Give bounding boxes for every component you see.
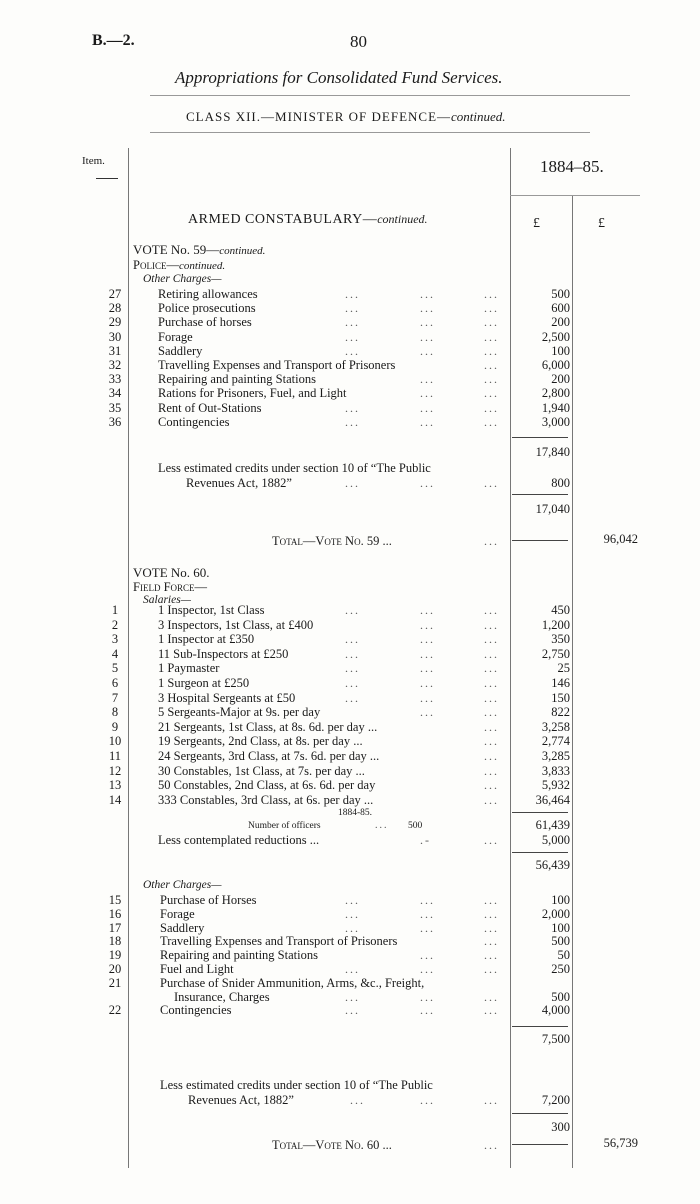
item-amount: 36,464 (535, 792, 570, 807)
item-description: Saddlery (160, 920, 205, 935)
class-title: CLASS XII.—MINISTER OF DEFENCE—continued. (186, 109, 506, 124)
item-description: 3 Inspectors, 1st Class, at £400 (158, 617, 314, 632)
item-amount: 2,000 (541, 906, 570, 921)
item-number: 7 (111, 690, 119, 705)
leader-dots: ... (345, 315, 360, 330)
leader-dots: ... (345, 476, 360, 490)
item-amount: 600 (551, 301, 570, 316)
item-number: 6 (111, 676, 119, 690)
page-title: Appropriations for Consolidated Fund Services. (175, 68, 503, 87)
leader-dots: ... (420, 920, 435, 935)
leader-dots: ... (420, 400, 435, 415)
vote-60-less-amount: 7,200 (541, 1093, 570, 1107)
total-dash-rule (512, 540, 568, 541)
leader-dots: ... (484, 343, 499, 358)
item-number: 18 (108, 934, 122, 949)
leader-dots: ... (420, 661, 435, 676)
item-amount: 350 (551, 632, 570, 647)
leader-dots: ... (420, 386, 435, 401)
vote-59-total: 96,042 (603, 532, 638, 546)
item-description: Insurance, Charges (174, 989, 270, 1004)
officers-year: 1884-85. (338, 808, 373, 818)
leader-dots: ... (420, 690, 435, 705)
item-description: Forage (160, 906, 195, 921)
item-number: 36 (108, 414, 122, 429)
item-number: 34 (108, 386, 122, 401)
document-reference: B.—2. (92, 32, 135, 49)
vote-59-subheading: Police—continued. (133, 258, 226, 272)
vote-59-heading: VOTE No. 59—continued. (133, 242, 266, 257)
item-number: 29 (108, 315, 122, 330)
item-amount: 100 (551, 920, 570, 935)
vote-59-total-label: Total—Vote No. 59 ... (272, 534, 392, 548)
item-description: 1 Inspector, 1st Class (158, 603, 265, 617)
year-header-rule (510, 195, 640, 196)
item-amount: 3,258 (541, 719, 570, 734)
leader-dots: ... (484, 676, 499, 690)
leader-dots: ... (420, 329, 435, 344)
leader-dots: ... (420, 343, 435, 358)
leader-dots: ... (420, 893, 435, 907)
item-number: 12 (108, 763, 122, 778)
item-amount: 146 (551, 676, 570, 690)
leader-dots: ... (484, 400, 499, 415)
item-number: 4 (111, 646, 119, 661)
item-amount: 2,774 (541, 734, 570, 749)
item-description: Contingencies (158, 414, 230, 429)
item-number: 20 (108, 962, 122, 976)
item-amount: 500 (551, 989, 570, 1004)
item-amount: 250 (551, 962, 570, 976)
item-number: 13 (108, 778, 122, 793)
leader-dots: ... (420, 617, 435, 632)
less-reductions-label: Less contemplated reductions ... (158, 833, 320, 847)
leader-dots: .- (420, 833, 431, 847)
item-number: 10 (108, 734, 122, 749)
leader-dots: ... (345, 329, 360, 344)
leader-dots: ... (484, 934, 499, 949)
leader-dots: ... (484, 734, 499, 749)
leader-dots: ... (345, 287, 360, 301)
item-amount: 5,932 (541, 778, 570, 793)
item-description: Purchase of Horses (160, 893, 257, 907)
item-description: Purchase of Snider Ammunition, Arms, &c., Freight, (160, 975, 425, 990)
leader-dots: ... (345, 301, 360, 316)
item-description: 30 Constables, 1st Class, at 7s. per day ... (158, 763, 365, 778)
item-amount: 1,200 (541, 617, 570, 632)
leader-dots: ... (484, 778, 499, 793)
item-description: 21 Sergeants, 1st Class, at 8s. 6d. per day ... (158, 719, 378, 734)
item-number: 31 (108, 343, 122, 358)
leader-dots: ... (484, 661, 499, 676)
item-description: Fuel and Light (160, 962, 234, 976)
vote-60-other-charges-label: Other Charges— (143, 879, 222, 891)
leader-dots: ... (484, 906, 499, 921)
net-rule (512, 494, 568, 495)
leader-dots: ... (484, 705, 499, 720)
item-description: 1 Paymaster (158, 661, 220, 676)
item-number: 22 (108, 1003, 122, 1018)
item-number: 28 (108, 301, 122, 316)
leader-dots: ... (484, 1093, 499, 1107)
leader-dots: ... (345, 343, 360, 358)
leader-dots: ... (484, 1138, 499, 1152)
item-amount: 3,833 (541, 763, 570, 778)
item-amount: 2,800 (541, 386, 570, 401)
vote-60-total: 56,739 (603, 1136, 638, 1150)
leader-dots: ... (345, 646, 360, 661)
leader-dots: ... (420, 962, 435, 976)
page-number: 80 (350, 32, 367, 51)
item-amount: 150 (551, 690, 570, 705)
item-amount: 100 (551, 893, 570, 907)
item-description: Purchase of horses (158, 315, 252, 330)
leader-dots: ... (345, 920, 360, 935)
item-number: 21 (108, 975, 122, 990)
leader-dots: ... (420, 948, 435, 963)
leader-dots: ... (484, 893, 499, 907)
item-amount: 2,500 (541, 329, 570, 344)
item-description: 5 Sergeants-Major at 9s. per day (158, 705, 321, 720)
leader-dots: ... (350, 1093, 365, 1107)
vote-60-heading: VOTE No. 60. (133, 565, 210, 580)
item-description: 333 Constables, 3rd Class, at 6s. per day ... (158, 792, 374, 807)
leader-dots: ... (420, 1093, 435, 1107)
item-amount: 500 (551, 934, 570, 949)
item-description: Saddlery (158, 343, 203, 358)
leader-dots: ... (345, 603, 360, 617)
reductions-amount: 5,000 (541, 833, 570, 847)
other-total-rule (512, 1026, 568, 1027)
item-amount: 1,940 (541, 400, 570, 415)
leader-dots: ... (345, 893, 360, 907)
item-number: 15 (108, 893, 122, 907)
item-amount: 6,000 (541, 358, 570, 372)
total-column-divider (572, 195, 573, 1168)
vote-59-net: 17,040 (535, 502, 570, 516)
leader-dots: ... (484, 301, 499, 316)
item-description: Forage (158, 329, 193, 344)
leader-dots: ... (420, 1003, 435, 1018)
leader-dots: ... (420, 632, 435, 647)
leader-dots: ... (484, 962, 499, 976)
leader-dots: ... (484, 948, 499, 963)
leader-dots: ... (420, 372, 435, 387)
leader-dots: ... (420, 989, 435, 1004)
leader-dots: ... (484, 989, 499, 1004)
vote-59-less-amount: 800 (551, 476, 570, 490)
item-number: 33 (108, 372, 122, 387)
item-amount: 450 (551, 603, 570, 617)
leader-dots: ... (420, 906, 435, 921)
item-number: 19 (108, 948, 122, 963)
item-amount: 3,000 (541, 414, 570, 429)
class-rule (150, 132, 590, 133)
reductions-rule (512, 852, 568, 853)
item-description: 19 Sergeants, 2nd Class, at 8s. per day ... (158, 734, 363, 749)
leader-dots: ... (484, 372, 499, 387)
leader-dots: ... (420, 414, 435, 429)
item-number: 8 (111, 705, 119, 720)
vote-59-less-line1: Less estimated credits under section 10 of “The Public (158, 461, 431, 475)
leader-dots: ... (420, 676, 435, 690)
leader-dots: ... (345, 1003, 360, 1018)
item-description: Repairing and painting Stations (160, 948, 318, 963)
leader-dots: ... (484, 358, 499, 372)
leader-dots: ... (345, 676, 360, 690)
item-column-header: Item. (82, 155, 105, 167)
item-description: Repairing and painting Stations (158, 372, 316, 387)
item-description: 50 Constables, 2nd Class, at 6s. 6d. per day (158, 778, 376, 793)
salaries-total: 61,439 (535, 818, 570, 832)
currency-symbol-detail: £ (533, 216, 540, 231)
title-rule (150, 95, 630, 96)
leader-dots: ... (420, 301, 435, 316)
leader-dots: ... (420, 646, 435, 661)
leader-dots: ... (345, 690, 360, 705)
leader-dots: ... (484, 749, 499, 763)
item-number: 9 (111, 719, 119, 734)
item-amount: 25 (557, 661, 570, 676)
leader-dots: ... (345, 962, 360, 976)
item-description: 3 Hospital Sergeants at £50 (158, 690, 296, 705)
leader-dots: ... (484, 414, 499, 429)
leader-dots: ... (484, 763, 499, 778)
officers-label: Number of officers (248, 821, 321, 831)
item-number: 32 (108, 358, 122, 372)
leader-dots: ... (345, 906, 360, 921)
item-amount: 200 (551, 372, 570, 387)
item-number: 14 (108, 792, 122, 807)
item-number: 35 (108, 400, 122, 415)
leader-dots: ... (484, 603, 499, 617)
leader-dots: ... (484, 476, 499, 490)
vote-60-salaries-label: Salaries— (143, 594, 191, 606)
item-amount: 500 (551, 287, 570, 301)
vote-59-less-line2: Revenues Act, 1882” (186, 476, 292, 490)
item-description: Contingencies (160, 1003, 232, 1018)
leader-dots: ... (484, 920, 499, 935)
item-number: 17 (108, 920, 122, 935)
leader-dots: ... (484, 534, 499, 548)
item-amount: 200 (551, 315, 570, 330)
item-number: 2 (111, 617, 119, 632)
leader-dots: ... (420, 603, 435, 617)
leader-dots: ... (484, 617, 499, 632)
item-description: Rent of Out-Stations (158, 400, 262, 415)
year-header: 1884–85. (540, 157, 604, 176)
vote-60-less-line2: Revenues Act, 1882” (188, 1093, 294, 1107)
item-description: 11 Sub-Inspectors at £250 (158, 646, 289, 661)
salaries-rule (512, 812, 568, 813)
leader-dots: ... (484, 386, 499, 401)
salaries-net: 56,439 (535, 858, 570, 872)
item-number: 27 (108, 287, 122, 301)
item-header-rule (96, 178, 118, 179)
officers-count: 500 (408, 821, 423, 831)
leader-dots: ... (484, 329, 499, 344)
leader-dots: ... (375, 820, 389, 831)
item-number: 3 (111, 632, 119, 647)
vote-59-subtotal: 17,840 (535, 445, 570, 459)
amount-column-divider (510, 148, 511, 1168)
vote-60-total-label: Total—Vote No. 60 ... (272, 1138, 392, 1152)
item-number: 1 (111, 603, 119, 617)
leader-dots: ... (484, 719, 499, 734)
leader-dots: ... (484, 315, 499, 330)
item-description: Travelling Expenses and Transport of Prisoners (160, 934, 398, 949)
other-charges-total: 7,500 (541, 1032, 570, 1046)
item-amount: 822 (551, 705, 570, 720)
item-description: Retiring allowances (158, 287, 258, 301)
vote-59-other-charges-label: Other Charges— (143, 273, 222, 285)
leader-dots: ... (345, 414, 360, 429)
item-amount: 2,750 (541, 646, 570, 661)
currency-symbol-total: £ (598, 216, 605, 231)
leader-dots: ... (345, 400, 360, 415)
total-dash-rule (512, 1144, 568, 1145)
leader-dots: ... (345, 989, 360, 1004)
item-amount: 50 (557, 948, 570, 963)
other-charges-net: 300 (551, 1120, 570, 1134)
item-number: 11 (108, 749, 122, 763)
leader-dots: ... (484, 833, 499, 847)
vote-60-less-line1: Less estimated credits under section 10 of “The Public (160, 1078, 433, 1092)
item-description: 24 Sergeants, 3rd Class, at 7s. 6d. per day ... (158, 749, 380, 763)
item-number: 30 (108, 329, 122, 344)
leader-dots: ... (420, 315, 435, 330)
item-description: 1 Surgeon at £250 (158, 676, 250, 690)
leader-dots: ... (484, 1003, 499, 1018)
leader-dots: ... (420, 476, 435, 490)
vote-60-subheading: Field Force— (133, 580, 208, 594)
section-title: ARMED CONSTABULARY—continued. (188, 212, 428, 227)
item-amount: 100 (551, 343, 570, 358)
leader-dots: ... (484, 792, 499, 807)
item-description: 1 Inspector at £350 (158, 632, 255, 647)
other-net-rule (512, 1113, 568, 1114)
item-description: Rations for Prisoners, Fuel, and Light (158, 386, 347, 401)
subtotal-rule (512, 437, 568, 438)
leader-dots: ... (484, 287, 499, 301)
item-description: Travelling Expenses and Transport of Prisoners (158, 358, 396, 372)
leader-dots: ... (420, 287, 435, 301)
item-description: Police prosecutions (158, 301, 256, 316)
item-amount: 4,000 (541, 1003, 570, 1018)
leader-dots: ... (345, 661, 360, 676)
leader-dots: ... (484, 632, 499, 647)
item-number: 5 (111, 661, 119, 676)
leader-dots: ... (484, 646, 499, 661)
leader-dots: ... (420, 705, 435, 720)
leader-dots: ... (345, 632, 360, 647)
leader-dots: ... (484, 690, 499, 705)
item-number: 16 (108, 906, 122, 921)
item-amount: 3,285 (541, 749, 570, 763)
